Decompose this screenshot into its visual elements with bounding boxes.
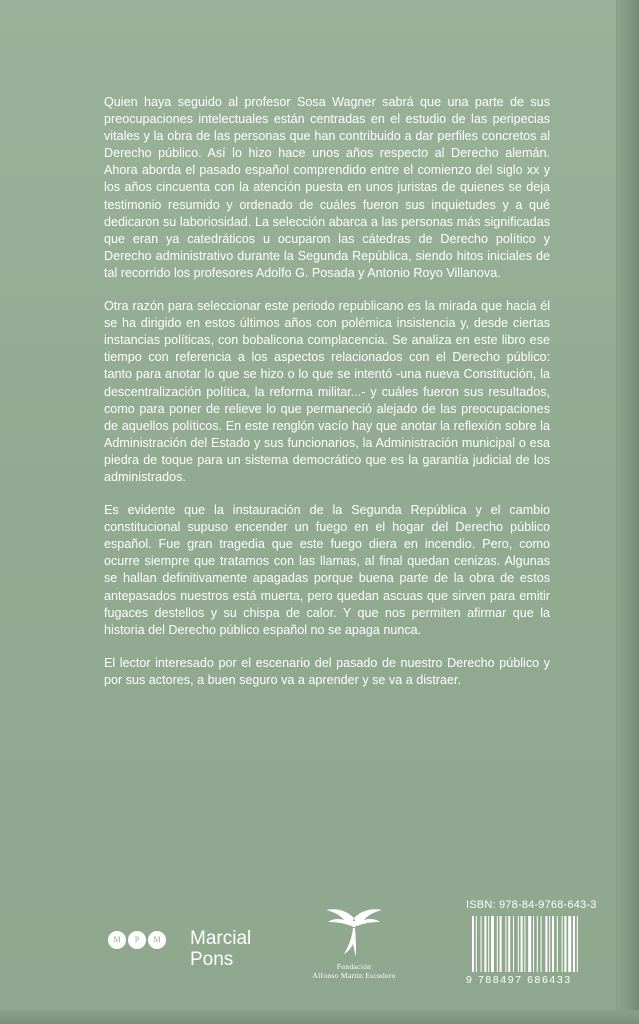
marcial-pons-logo (108, 928, 268, 973)
barcode-bars (468, 914, 612, 974)
back-cover-blurb (104, 94, 550, 705)
barcode-digits: 9 788497 686433 (466, 974, 572, 986)
blurb-paragraph-2: Otra razón para seleccionar este periodo republicano es la mirada que hacia él se ha dirigido en estos últimos años con polémica insistencia y, desde ciertas instancias políticas, con bobalicona complacencia. Se analiza en este libro ese tiempo con referencia a los aspectos relacionados con el Derecho público: tanto para anotar lo que se hizo o lo que se intentó -una nueva Constitución, la descentralización política, la reforma militar...- y cuáles fueron sus resultados, como para poner de relieve lo que permaneció alejado de las preocupaciones de aquellos políticos. En este renglón vacío hay que anotar la reflexión sobre la Administración del Estado y sus funcionarios, la Administración municipal o esa piedra de toque para un sistema democrático que es la garantía judicial de los administrados. (104, 299, 550, 484)
publisher-name (190, 928, 251, 970)
blurb-paragraph-4: El lector interesado por el escenario del pasado de nuestro Derecho público y por sus actores, a buen seguro va a aprender y se va a distraer. (104, 655, 550, 687)
blurb-paragraph-3: Es evidente que la instauración de la Segunda República y el cambio constitucional supuso encender un fuego en el hogar del Derecho público español. Fue gran tragedia que este fuego diera en incendio. Pero, como ocurre siempre que tratamos con las llamas, al final quedan cenizas. Algunas se hallan definitivamente apagadas porque buena parte de la obra de estos antepasados nuestros está muerta, pero quedan ascuas que sirven para emitir fugaces destellos y su chispa de calor. Y que nos permiten afirmar que la historia del Derecho público español no se apaga nunca. (104, 503, 550, 637)
logo-circle: M (148, 931, 166, 949)
barcode (468, 914, 612, 974)
logo-circle: M (108, 931, 126, 949)
bird-figure-icon (322, 902, 386, 960)
foundation-name-line1: Fundación (336, 962, 372, 971)
logo-circle: P (128, 931, 146, 949)
marcial-pons-circles-icon (108, 931, 166, 949)
foundation-name-line2: Alfonso Martín Escudero (312, 971, 396, 980)
foundation-name (292, 962, 416, 980)
blurb-paragraph-1: Quien haya seguido al profesor Sosa Wagner sabrá que una parte de sus preocupaciones intelectuales están centradas en el estudio de las peripecias vitales y la obra de las personas que han contribuido a dar perfiles concretos al Derecho público. Así lo hizo hace unos años respecto al Derecho alemán. Ahora aborda el pasado español comprendido entre el comienzo del siglo xx y los años cincuenta con la atención puesta en unos juristas de quienes se deja testimonio resumido y ordenado de cuáles fueron sus inquietudes y a qué dedicaron su laboriosidad. La selección abarca a las personas más significadas que eran ya catedráticos u ocuparon las cátedras de Derecho político y Derecho administrativo durante la Segunda República, siendo hitos iniciales de tal recorrido los profesores Adolfo G. Posada y Antonio Royo Villanova. (104, 95, 550, 280)
fundacion-logo (292, 902, 416, 984)
book-bottom-edge (0, 1010, 639, 1024)
isbn-label: ISBN: 978-84-9768-643-3 (466, 899, 597, 911)
publisher-name-line1: Marcial (190, 928, 252, 949)
book-spine-edge (616, 0, 639, 1024)
publisher-name-line2: Pons (190, 949, 234, 970)
